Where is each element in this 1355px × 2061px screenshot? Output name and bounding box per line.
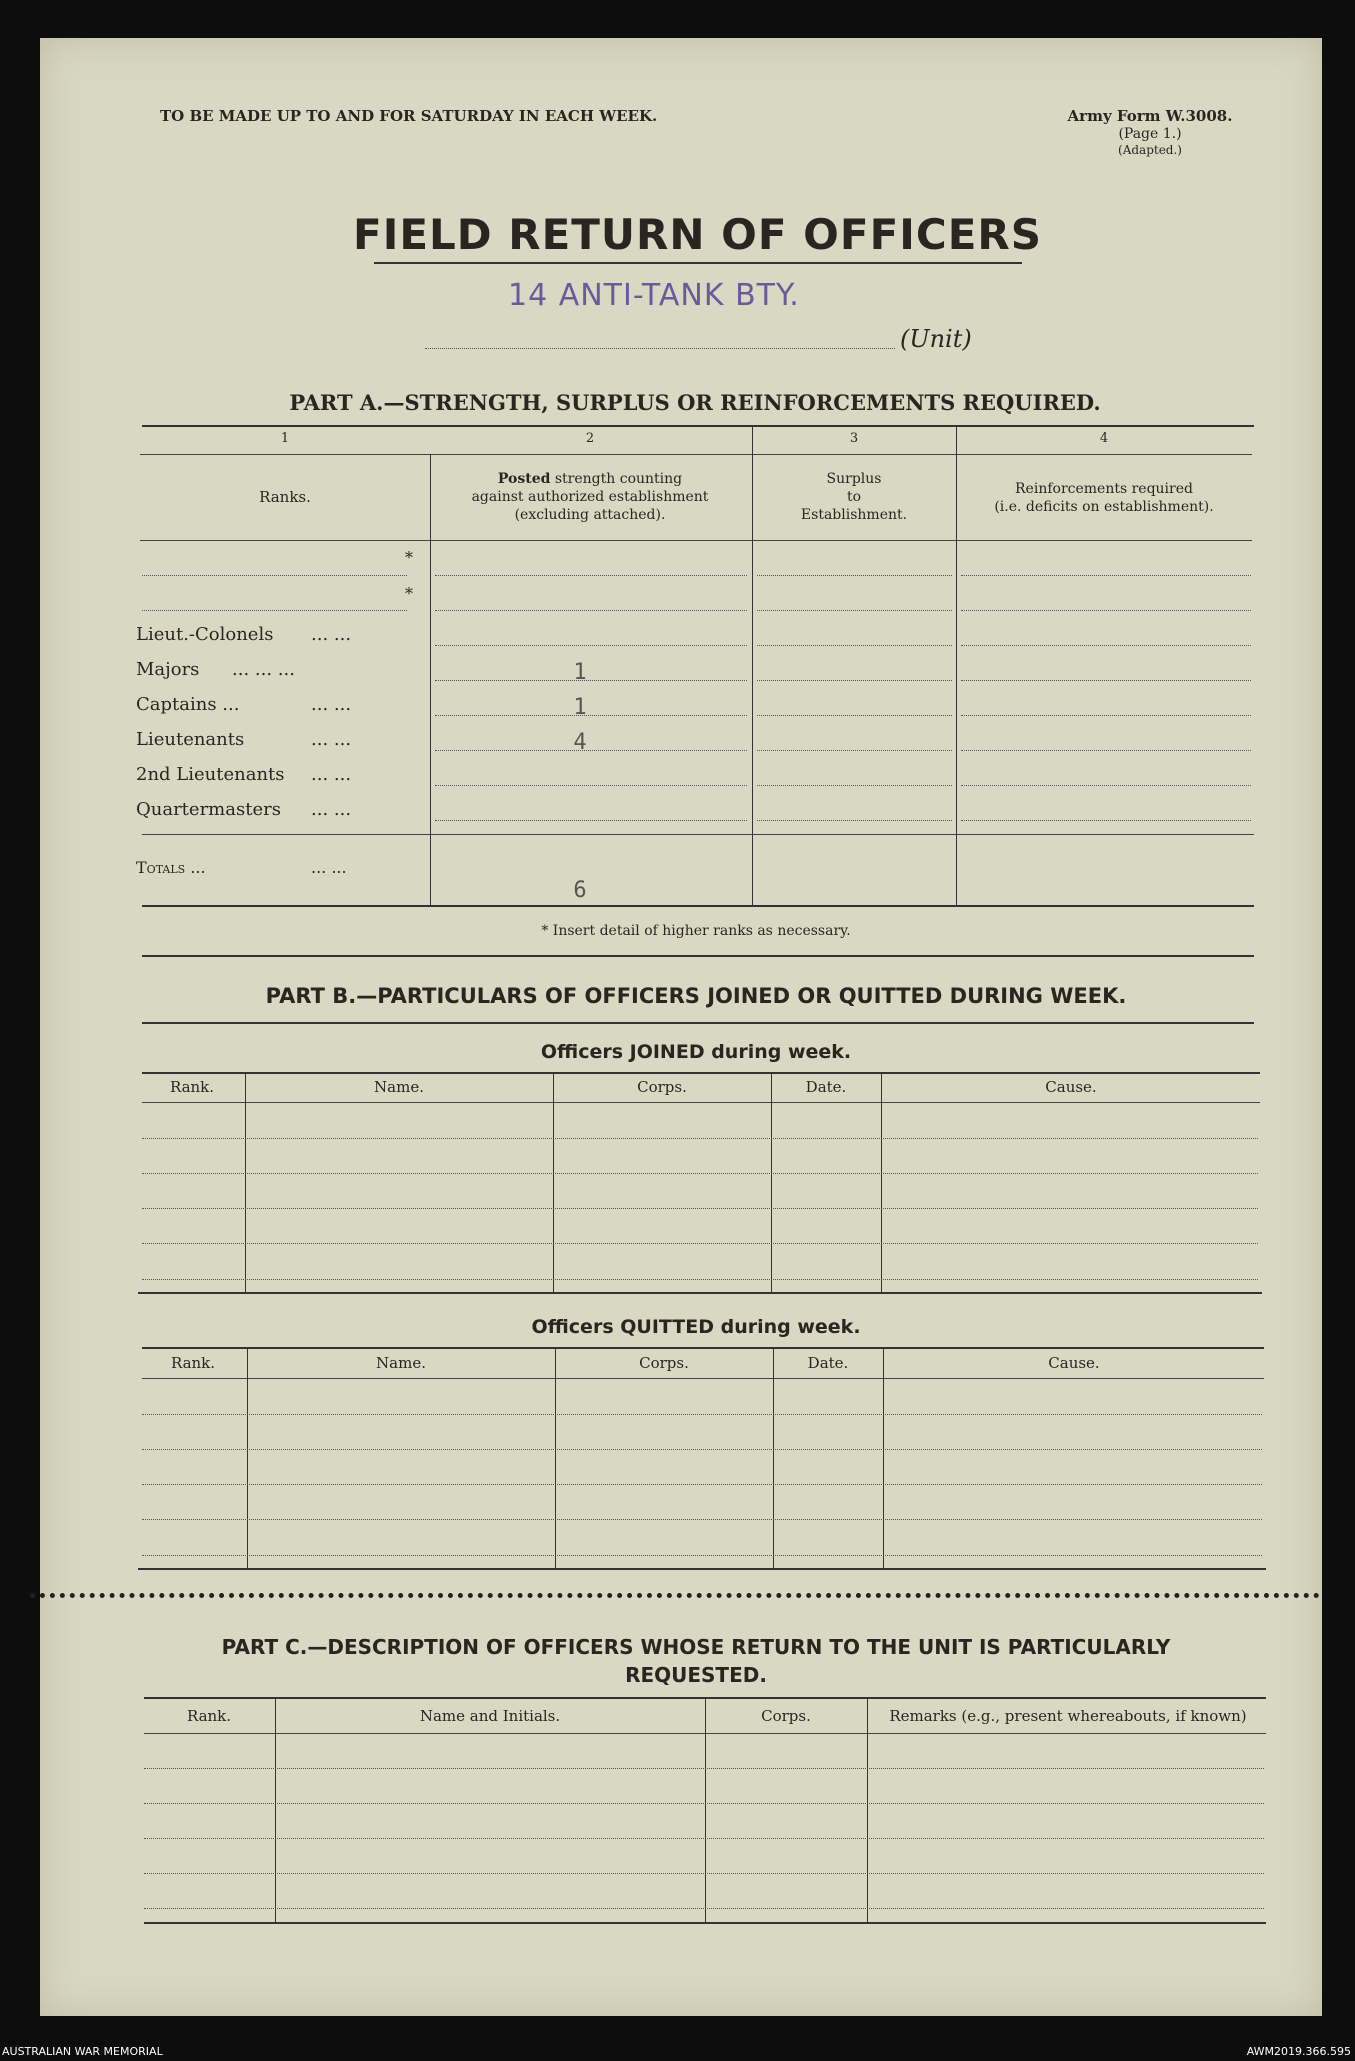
unit-label: (Unit) <box>900 325 972 353</box>
surplus-line <box>757 680 952 681</box>
part-b-heading: PART B.—PARTICULARS OF OFFICERS JOINED OR QUITTED DURING WEEK. <box>265 984 1127 1008</box>
part-c-row-line <box>144 1908 1264 1909</box>
quitted-col-name: Name. <box>376 1354 426 1372</box>
higher-rank-line-1 <box>142 575 407 576</box>
joined-col-corps: Corps. <box>637 1078 687 1096</box>
col-num-1: 1 <box>280 431 290 446</box>
joined-col-name: Name. <box>374 1078 424 1096</box>
part-a-heading: PART A.—STRENGTH, SURPLUS OR REINFORCEMENTS REQUIRED. <box>289 390 1101 415</box>
posted-lieutenants-value: 4 <box>573 730 587 755</box>
rank-dots: ... ... <box>311 729 352 750</box>
quitted-vrule <box>247 1349 248 1568</box>
posted-line <box>435 610 747 611</box>
joined-row-line <box>142 1138 1258 1139</box>
posted-captains-value: 1 <box>573 695 587 720</box>
header-reinf-1: Reinforcements required <box>1015 481 1193 497</box>
part-c-heading-line2: REQUESTED. <box>625 1663 767 1687</box>
part-c-bottom-rule <box>144 1922 1266 1924</box>
joined-top-rule <box>142 1072 1260 1074</box>
posted-line <box>435 645 747 646</box>
quitted-row-line <box>142 1555 1262 1556</box>
posted-majors-value: 1 <box>573 660 587 685</box>
joined-vrule <box>245 1074 246 1292</box>
joined-row-line <box>142 1208 1258 1209</box>
reinf-line <box>961 715 1251 716</box>
part-c-vrule <box>705 1699 706 1923</box>
joined-vrule <box>553 1074 554 1292</box>
quitted-header-rule <box>142 1378 1264 1379</box>
part-c-col-name: Name and Initials. <box>419 1707 561 1725</box>
rank-row-majors <box>136 659 426 680</box>
header-bottom-rule <box>140 540 1252 541</box>
header-surplus-1: Surplus <box>826 471 882 487</box>
part-c-col-rank: Rank. <box>186 1707 232 1725</box>
asterisk-1: * <box>405 548 413 567</box>
quitted-vrule <box>883 1349 884 1568</box>
joined-row-line <box>142 1279 1258 1280</box>
quitted-vrule <box>773 1349 774 1568</box>
reinf-line <box>961 785 1251 786</box>
posted-line <box>435 575 747 576</box>
posted-line <box>435 785 747 786</box>
surplus-line <box>757 820 952 821</box>
form-page: (Page 1.) <box>1118 126 1182 142</box>
joined-row-line <box>142 1243 1258 1244</box>
totals-label: Totals ... <box>136 858 206 877</box>
quitted-row-line <box>142 1519 1262 1520</box>
rank-row-2nd-lieutenants <box>136 764 426 785</box>
surplus-line <box>757 575 952 576</box>
header-posted <box>430 470 750 524</box>
totals-top-rule <box>142 834 1254 835</box>
reinf-line <box>961 750 1251 751</box>
part-a-top-rule <box>142 425 1254 427</box>
unit-stamp: 14 ANTI-TANK BTY. <box>508 278 800 313</box>
rank-row-quartermasters <box>136 799 426 820</box>
col-num-rule <box>140 454 1252 455</box>
part-c-row-line <box>144 1768 1264 1769</box>
quitted-col-rank: Rank. <box>170 1354 216 1372</box>
joined-row-line <box>142 1173 1258 1174</box>
part-c-col-remarks: Remarks (e.g., present whereabouts, if known) <box>889 1707 1247 1725</box>
title-underline <box>374 262 1022 264</box>
form-note: (Adapted.) <box>1118 143 1182 157</box>
joined-vrule <box>881 1074 882 1292</box>
col-num-4: 4 <box>1099 431 1109 446</box>
part-c-row-line <box>144 1803 1264 1804</box>
rank-row-captains <box>136 694 426 715</box>
reinf-line <box>961 645 1251 646</box>
col-num-2: 2 <box>585 431 595 446</box>
rank-dots: ... ... <box>311 694 352 715</box>
header-surplus-2: to <box>846 489 862 505</box>
rank-row-lieutenants <box>136 729 426 750</box>
header-posted-bold: Posted <box>497 471 551 487</box>
quitted-row-line <box>142 1484 1262 1485</box>
joined-bottom-rule <box>138 1292 1262 1294</box>
part-c-heading <box>140 1633 1252 1689</box>
footer-accession: AWM2019.366.595 <box>1246 2045 1351 2058</box>
higher-rank-line-2 <box>142 610 407 611</box>
rank-label: Quartermasters <box>136 799 281 820</box>
header-surplus <box>752 470 956 524</box>
quitted-top-rule <box>142 1347 1264 1349</box>
part-b-top-rule <box>142 955 1254 957</box>
rank-label: Lieutenants <box>136 729 245 750</box>
part-c-col-corps: Corps. <box>761 1707 811 1725</box>
surplus-line <box>757 645 952 646</box>
rank-dots: ... ... ... <box>232 659 295 680</box>
rank-label: Captains ... <box>136 694 240 715</box>
header-posted-rest3: (excluding attached). <box>514 507 666 523</box>
rank-label: 2nd Lieutenants <box>136 764 285 785</box>
part-a-bottom-rule <box>142 905 1254 907</box>
rank-label: Majors <box>136 659 200 680</box>
part-a-vrule-1 <box>430 454 431 906</box>
totals-dots: ... ... <box>311 858 347 877</box>
surplus-line <box>757 610 952 611</box>
rank-label: Lieut.-Colonels <box>136 624 274 645</box>
totals-row <box>136 858 426 877</box>
form-id: Army Form W.3008. <box>1067 107 1233 125</box>
header-reinf-2: (i.e. deficits on establishment). <box>994 499 1214 515</box>
surplus-line <box>757 785 952 786</box>
joined-header-rule <box>142 1102 1260 1103</box>
part-c-row-line <box>144 1838 1264 1839</box>
instruction-text: TO BE MADE UP TO AND FOR SATURDAY IN EACH WEEK. <box>160 107 658 125</box>
perforation-line <box>30 1593 1320 1598</box>
quitted-col-corps: Corps. <box>639 1354 689 1372</box>
rank-row-lieut-colonels <box>136 624 426 645</box>
asterisk-2: * <box>405 584 413 603</box>
surplus-line <box>757 715 952 716</box>
page-title: FIELD RETURN OF OFFICERS <box>353 210 1042 259</box>
header-surplus-3: Establishment. <box>800 507 908 523</box>
reinf-line <box>961 680 1251 681</box>
joined-col-date: Date. <box>805 1078 847 1096</box>
totals-value: 6 <box>573 878 587 903</box>
part-c-heading-line1: PART C.—DESCRIPTION OF OFFICERS WHOSE RETURN TO THE UNIT IS PARTICULARLY <box>221 1635 1171 1659</box>
surplus-line <box>757 750 952 751</box>
quitted-col-cause: Cause. <box>1048 1354 1100 1372</box>
footer-institution: AUSTRALIAN WAR MEMORIAL <box>2 2045 163 2058</box>
rank-dots: ... ... <box>311 624 352 645</box>
part-b-heading-rule <box>142 1022 1254 1024</box>
joined-col-cause: Cause. <box>1045 1078 1097 1096</box>
header-posted-rest2: against authorized establishment <box>471 489 709 505</box>
quitted-row-line <box>142 1449 1262 1450</box>
reinf-line <box>961 820 1251 821</box>
joined-title: Officers JOINED during week. <box>540 1041 852 1063</box>
rank-dots: ... ... <box>311 764 352 785</box>
quitted-title: Officers QUITTED during week. <box>531 1316 861 1338</box>
header-reinforcements <box>956 480 1252 516</box>
quitted-row-line <box>142 1414 1262 1415</box>
footnote: * Insert detail of higher ranks as necessary. <box>541 923 851 939</box>
header-posted-rest1: strength counting <box>554 471 683 487</box>
header-ranks: Ranks. <box>259 488 311 506</box>
quitted-vrule <box>555 1349 556 1568</box>
quitted-bottom-rule <box>138 1568 1266 1570</box>
part-c-vrule <box>867 1699 868 1923</box>
rank-dots: ... ... <box>311 799 352 820</box>
joined-vrule <box>771 1074 772 1292</box>
reinf-line <box>961 575 1251 576</box>
reinf-line <box>961 610 1251 611</box>
joined-col-rank: Rank. <box>169 1078 215 1096</box>
posted-line <box>435 820 747 821</box>
quitted-col-date: Date. <box>807 1354 849 1372</box>
part-c-vrule <box>275 1699 276 1923</box>
unit-line <box>425 348 895 349</box>
col-num-3: 3 <box>849 431 859 446</box>
part-c-row-line <box>144 1873 1264 1874</box>
